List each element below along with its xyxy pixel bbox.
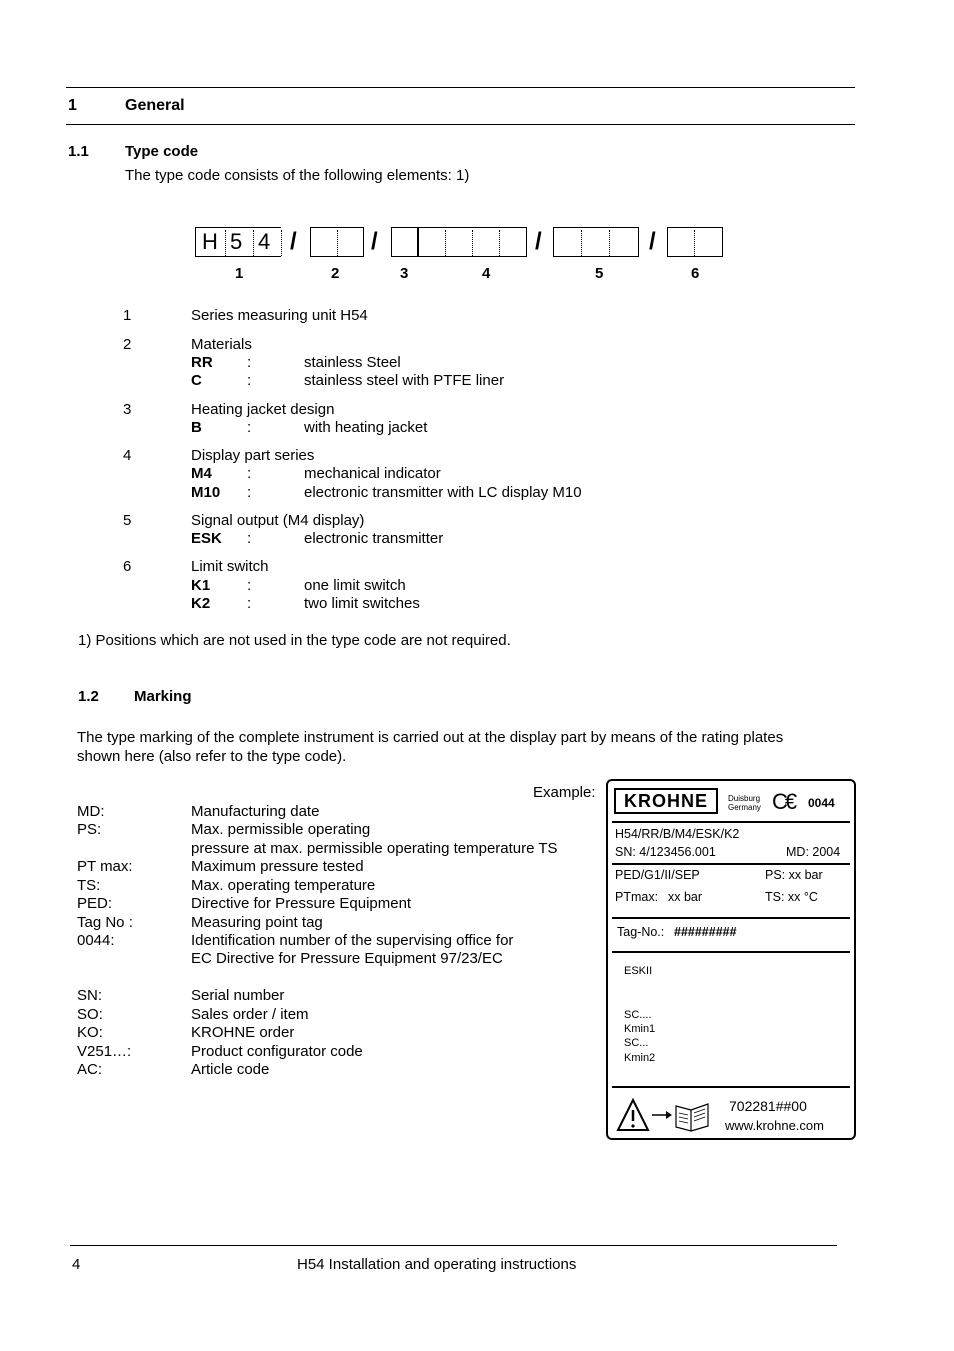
type-code-diagram [195,227,725,282]
option-code: M10 [191,484,221,501]
plate-sc-1: SC.... [624,1009,652,1021]
subsection-title: Type code [125,143,199,160]
type-code-position-number: 3 [400,265,409,282]
element-title: Materials [191,336,252,353]
legend-desc: Measuring point tag [191,914,323,931]
legend-desc: Serial number [191,987,285,1004]
footer-rule [70,1245,837,1246]
section-rule-top [66,87,855,88]
legend-desc: EC Directive for Pressure Equipment 97/23/EC [191,950,503,967]
type-code-letter: 5 [230,229,243,254]
option-separator: : [247,354,252,371]
type-code-letter: 4 [258,229,271,254]
legend-abbr: MD: [77,803,105,820]
option-description: mechanical indicator [304,465,441,482]
option-code: ESK [191,530,222,547]
type-code-group-1 [195,227,281,257]
type-code-position-number: 2 [331,265,340,282]
section-rule-bottom [66,124,855,125]
element-title: Signal output (M4 display) [191,512,365,529]
type-code-slash: / [290,228,297,255]
marking-paragraph-line-2: shown here (also refer to the type code). [77,748,347,765]
element-title: Limit switch [191,558,269,575]
element-title: Series measuring unit H54 [191,307,368,324]
plate-divider [612,1086,850,1088]
subsection-number: 1.1 [68,143,89,160]
krohne-logo: KROHNE [614,788,718,814]
legend-desc: Maximum pressure tested [191,858,364,875]
option-separator: : [247,372,252,389]
type-code-divider [281,230,282,256]
plate-location-line-1: Duisburg [728,794,761,803]
type-code-group-3 [391,227,418,257]
section-number: 1 [68,97,77,114]
type-code-letter: H [202,229,218,254]
legend-abbr: PED: [77,895,113,912]
element-number: 3 [123,401,132,418]
type-code-divider [472,230,473,256]
legend-abbr: PT max: [77,858,133,875]
plate-document-number: 702281##00 [729,1098,807,1114]
option-description: electronic transmitter [304,530,444,547]
option-code: K2 [191,595,211,612]
plate-manufacturing-date: MD: 2004 [786,845,841,859]
plate-serial-number: SN: 4/123456.001 [615,845,716,859]
subsection-number: 1.2 [78,688,99,705]
element-number: 6 [123,558,132,575]
type-code-position-number: 6 [691,265,700,282]
option-code: RR [191,354,213,371]
legend-desc: Sales order / item [191,1006,309,1023]
legend-desc: Directive for Pressure Equipment [191,895,412,912]
option-separator: : [247,595,252,612]
legend-abbr: PS: [77,821,102,838]
type-code-slash: / [371,228,378,255]
legend-abbr: SO: [77,1006,103,1023]
plate-divider [612,863,850,865]
plate-ptmax-label: PTmax: [615,890,659,904]
option-description: stainless steel with PTFE liner [304,372,505,389]
plate-ts: TS: xx °C [765,890,818,904]
footnote: 1) Positions which are not used in the type code are not required. [78,632,511,649]
type-code-divider [445,230,446,256]
legend-abbr: 0044: [77,932,115,949]
option-description: one limit switch [304,577,406,594]
legend-desc: Max. permissible operating [191,821,371,838]
plate-location-line-2: Germany [728,803,761,812]
option-code: M4 [191,465,212,482]
legend-desc: Identification number of the supervising office for [191,932,514,949]
element-number: 4 [123,447,132,464]
element-number: 5 [123,512,132,529]
plate-kmin-2: Kmin2 [624,1052,656,1064]
option-separator: : [247,577,252,594]
example-label: Example: [533,784,596,801]
type-code-divider [609,230,610,256]
option-separator: : [247,530,252,547]
marking-paragraph-line-1: The type marking of the complete instrument is carried out at the display part by means of the rating plates [77,729,784,746]
option-description: stainless Steel [304,354,401,371]
element-title: Display part series [191,447,315,464]
type-code-position-number: 4 [482,265,491,282]
legend-abbr: TS: [77,877,101,894]
legend-abbr: SN: [77,987,103,1004]
type-code-position-number: 5 [595,265,604,282]
option-code: C [191,372,202,389]
plate-ps: PS: xx bar [765,868,823,882]
type-code-intro: The type code consists of the following elements: 1) [125,167,470,184]
legend-abbr: KO: [77,1024,103,1041]
plate-kmin-1: Kmin1 [624,1023,656,1035]
section-title: General [125,97,185,114]
plate-esk: ESKII [624,965,653,977]
type-code-divider [581,230,582,256]
plate-divider [612,917,850,919]
plate-type-code: H54/RR/B/M4/ESK/K2 [615,827,740,841]
element-title: Heating jacket design [191,401,335,418]
option-code: K1 [191,577,211,594]
legend-desc: Product configurator code [191,1043,363,1060]
plate-tag-value: ######### [674,925,737,939]
subsection-title: Marking [134,688,192,705]
plate-ped: PED/G1/II/SEP [615,868,700,882]
ce-mark-icon: C€ [772,789,795,814]
legend-desc: Max. operating temperature [191,877,376,894]
plate-website: www.krohne.com [725,1118,824,1133]
type-code-divider [337,230,338,256]
footer-title: H54 Installation and operating instructions [297,1256,577,1273]
legend-abbr: V251…: [77,1043,132,1060]
legend-desc: KROHNE order [191,1024,295,1041]
option-separator: : [247,419,252,436]
legend-desc: Article code [191,1061,270,1078]
legend-abbr: AC: [77,1061,103,1078]
type-code-position-number: 1 [235,265,244,282]
type-code-divider [694,230,695,256]
option-description: two limit switches [304,595,420,612]
type-code-group-6 [667,227,723,257]
plate-tag-label: Tag-No.: [617,925,665,939]
ce-number: 0044 [808,796,835,810]
element-number: 1 [123,307,132,324]
plate-sc-2: SC... [624,1037,649,1049]
type-code-divider [499,230,500,256]
warning-read-manual-icon [616,1096,712,1134]
plate-divider [612,951,850,953]
legend-desc: pressure at max. permissible operating temperature TS [191,840,558,857]
type-code-divider [225,230,226,256]
option-separator: : [247,484,252,501]
plate-ptmax-value: xx bar [668,890,703,904]
option-description: electronic transmitter with LC display M10 [304,484,582,501]
type-code-slash: / [535,228,542,255]
legend-desc: Manufacturing date [191,803,320,820]
rating-plate [606,779,856,1140]
option-code: B [191,419,202,436]
option-separator: : [247,465,252,482]
legend-abbr: Tag No : [77,914,133,931]
page-number: 4 [72,1256,81,1273]
type-code-slash: / [649,228,656,255]
option-description: with heating jacket [304,419,428,436]
type-code-divider [253,230,254,256]
plate-divider [612,821,850,823]
type-code-group-5 [553,227,639,257]
element-number: 2 [123,336,132,353]
